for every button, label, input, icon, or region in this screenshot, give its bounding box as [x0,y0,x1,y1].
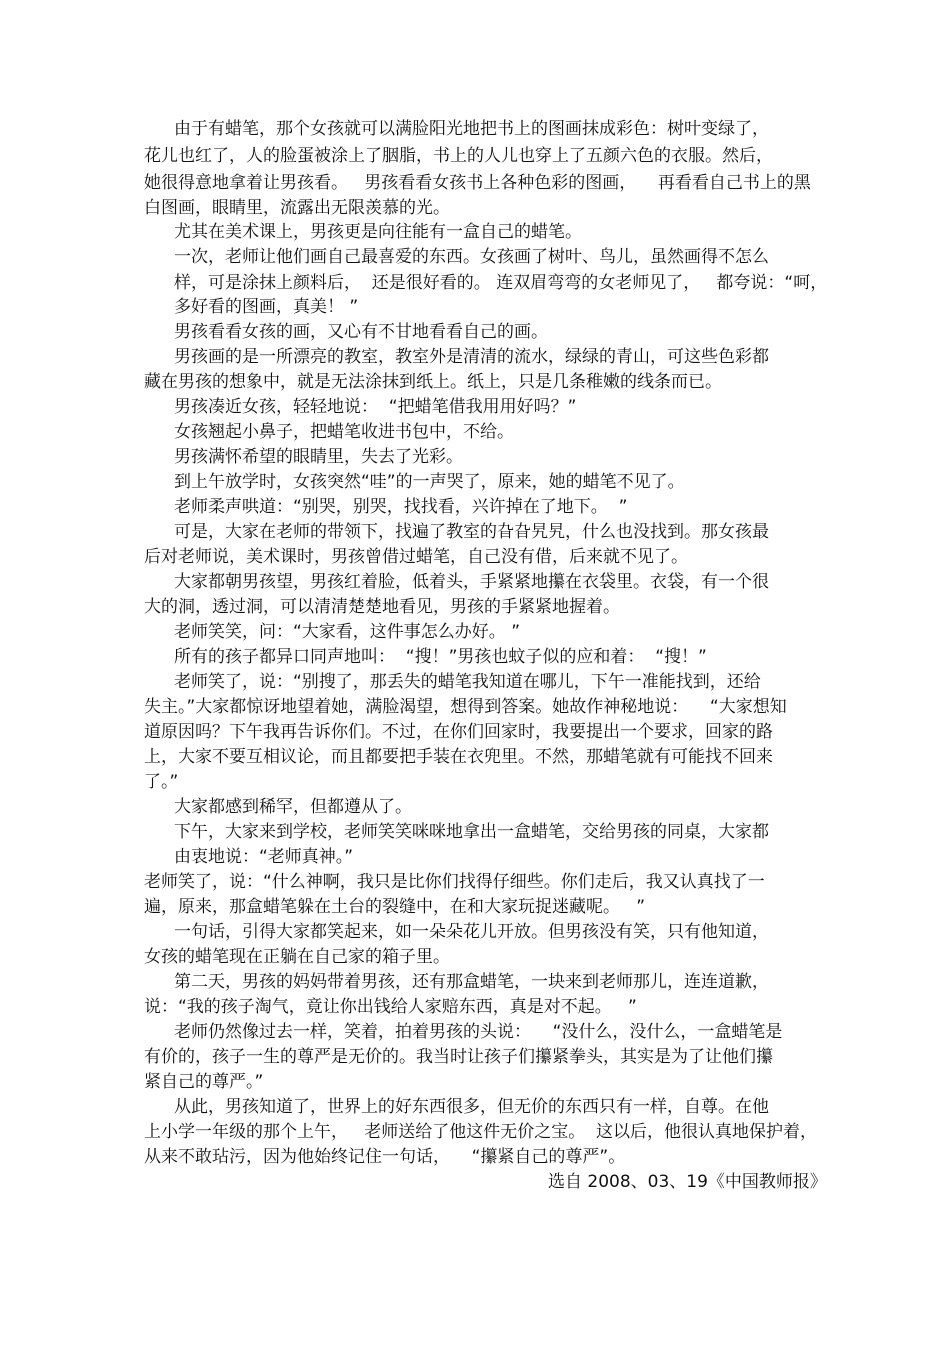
text-line: 男孩画的是一所漂亮的教室，教室外是清清的流水，绿绿的青山，可这些色彩都 [174,347,769,367]
text-line: 失主。”大家都惊讶地望着她，满脸渴望，想得到答案。她故作神秘地说： “大家想知 [144,697,787,717]
source-citation: 选自 2008、03、19《中国教师报》 [548,1172,827,1192]
text-line: 可是，大家在老师的带领下，找遍了教室的旮旮旯旯，什么也没找到。那女孩最 [174,522,769,542]
text-line: 所有的孩子都异口同声地叫： “搜！”男孩也蚊子似的应和着： “搜！” [174,647,707,667]
text-line: 老师柔声哄道：“别哭，别哭，找找看，兴许掉在了地下。 ” [174,497,628,517]
text-line: 说：“我的孩子淘气，竟让你出钱给人家赔东西，真是对不起。 ” [144,997,637,1017]
text-line: 了。” [144,772,179,792]
text-line: 样，可是涂抹上颜料后， 还是很好看的。 连双眉弯弯的女老师见了， 都夸说：“呵， [174,273,828,293]
text-line: 有价的，孩子一生的尊严是无价的。我当时让孩子们攥紧拳头，其实是为了让他们攥 [144,1047,773,1067]
text-line: 老师笑了，说：“别搜了，那丢失的蜡笔我知道在哪儿，下午一准能找到，还给 [174,672,761,692]
text-line: 大的洞，透过洞，可以清清楚楚地看见，男孩的手紧紧地握着。 [144,597,620,617]
text-line: 花儿也红了，人的脸蛋被涂上了胭脂，书上的人儿也穿上了五颜六色的衣服。然后， [144,146,773,166]
text-line: 她很得意地拿着让男孩看。 男孩看看女孩书上各种色彩的图画， 再看看自己书上的黑 [144,173,811,193]
text-line: 一次，老师让他们画自己最喜爱的东西。女孩画了树叶、鸟儿，虽然画得不怎么 [174,247,769,267]
text-line: 大家都感到稀罕，但都遵从了。 [174,797,412,817]
text-line: 后对老师说，美术课时，男孩曾借过蜡笔，自己没有借，后来就不见了。 [144,547,688,567]
text-line: 女孩的蜡笔现在正躺在自己家的箱子里。 [144,947,450,967]
text-line: 尤其在美术课上，男孩更是向往能有一盒自己的蜡笔。 [174,222,582,242]
text-line: 下午，大家来到学校，老师笑笑咪咪地拿出一盒蜡笔，交给男孩的同桌，大家都 [174,822,769,842]
text-line: 老师笑了，说：“什么神啊，我只是比你们找得仔细些。你们走后，我又认真找了一 [144,872,765,892]
text-line: 遍，原来，那盒蜡笔躲在土台的裂缝中，在和大家玩捉迷藏呢。 ” [144,897,646,917]
text-line: 一句话，引得大家都笑起来，如一朵朵花儿开放。但男孩没有笑，只有他知道， [174,922,769,942]
text-line: 男孩看看女孩的画，又心有不甘地看看自己的画。 [174,322,548,342]
text-line: 多好看的图画，真美！ ” [174,297,359,317]
text-line: 上小学一年级的那个上午， 老师送给了他这件无价之宝。 这以后，他很认真地保护着， [144,1122,818,1142]
text-line: 男孩凑近女孩，轻轻地说： “把蜡笔借我用用好吗？” [174,397,577,417]
text-line: 大家都朝男孩望，男孩红着脸，低着头，手紧紧地攥在衣袋里。衣袋，有一个很 [174,572,769,592]
text-line: 女孩翘起小鼻子，把蜡笔收进书包中，不给。 [174,422,514,442]
text-line: 紧自己的尊严。” [144,1072,264,1092]
text-line: 男孩满怀希望的眼睛里，失去了光彩。 [174,447,463,467]
text-line: 老师笑笑，问：“大家看，这件事怎么办好。 ” [174,622,521,642]
text-line: 白图画，眼睛里，流露出无限羡慕的光。 [144,198,450,218]
text-line: 第二天，男孩的妈妈带着男孩，还有那盒蜡笔，一块来到老师那儿，连连道歉， [174,972,769,992]
text-line: 道原因吗？下午我再告诉你们。不过，在你们回家时，我要提出一个要求，回家的路 [144,722,773,742]
text-line: 老师仍然像过去一样，笑着，拍着男孩的头说： “没什么，没什么，一盒蜡笔是 [174,1022,783,1042]
text-line: 由于有蜡笔，那个女孩就可以满脸阳光地把书上的图画抹成彩色：树叶变绿了， [174,119,769,139]
text-line: 到上午放学时，女孩突然“哇”的一声哭了，原来，她的蜡笔不见了。 [174,472,685,492]
text-line: 从此，男孩知道了，世界上的好东西很多，但无价的东西只有一样，自尊。在他 [174,1097,769,1117]
text-line: 上，大家不要互相议论，而且都要把手装在衣兜里。不然，那蜡笔就有可能找不回来 [144,747,773,767]
text-line: 藏在男孩的想象中，就是无法涂抹到纸上。纸上，只是几条稚嫩的线条而已。 [144,372,722,392]
text-line: 从来不敢玷污，因为他始终记住一句话， “攥紧自己的尊严”。 [144,1147,626,1167]
text-line: 由衷地说：“老师真神。” [174,847,354,867]
